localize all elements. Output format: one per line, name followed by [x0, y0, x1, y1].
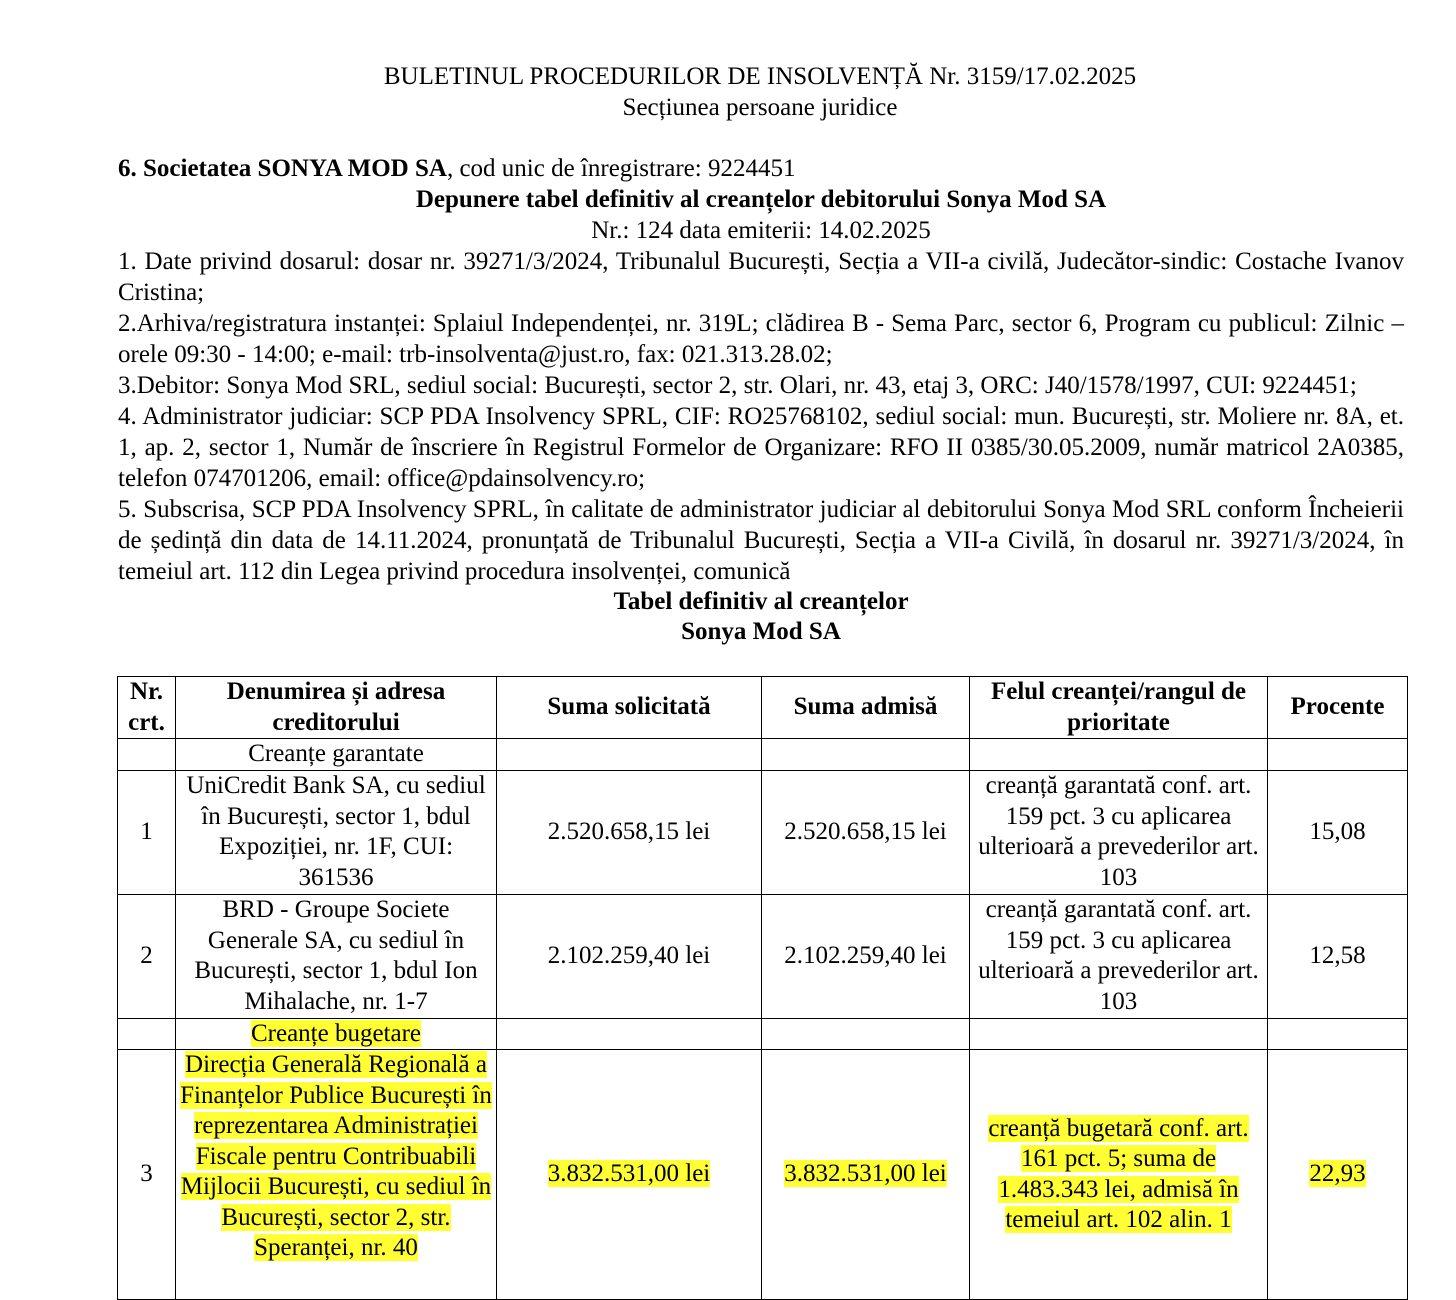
cell-nr: 2	[118, 894, 176, 1018]
cell-procente: 12,58	[1268, 894, 1408, 1018]
notice-number: Nr.: 124 data emiterii: 14.02.2025	[591, 217, 931, 244]
header-procente: Procente	[1268, 677, 1408, 739]
bulletin-subtitle: Secțiunea persoane juridice	[622, 94, 898, 121]
paragraph-1: 1. Date privind dosarul: dosar nr. 39271/3/2024, Tribunalul București, Secția a VII-a civilă, Judecător-sindic: Costache Ivanov Cristina;	[118, 248, 1404, 306]
cell-admisa: 2.520.658,15 lei	[762, 770, 970, 894]
table-subtitle: Sonya Mod SA	[681, 618, 841, 645]
cell-nr: 1	[118, 770, 176, 894]
cell-admisa: 2.102.259,40 lei	[762, 894, 970, 1018]
company-code: , cod unic de înregistrare: 9224451	[446, 155, 796, 182]
cell-procente: 15,08	[1268, 770, 1408, 894]
paragraph-2: 2.Arhiva/registratura instanței: Splaiul Independenței, nr. 319L; clădirea B - Sema Parc, sector 6, Program cu publicul: Zilnic – orele 09:30 - 14:00; e-mail: trb-insolventa@just.ro, fax: 021.313.28.02;	[118, 310, 1404, 368]
header-fel: Felul creanței/rangul de prioritate	[970, 677, 1268, 739]
cell-solicitata: 2.102.259,40 lei	[497, 894, 762, 1018]
cell-solicitata: 2.520.658,15 lei	[497, 770, 762, 894]
header-creditor: Denumirea și adresa creditorului	[176, 677, 497, 739]
header-admisa: Suma admisă	[762, 677, 970, 739]
cell-procente: 22,93	[1309, 1160, 1366, 1188]
cell-admisa: 3.832.531,00 lei	[784, 1160, 947, 1188]
cell-solicitata: 3.832.531,00 lei	[547, 1160, 711, 1188]
cell-nr: 3	[118, 1050, 176, 1300]
paragraph-4: 4. Administrator judiciar: SCP PDA Insolvency SPRL, CIF: RO25768102, sediul social: mun. București, str. Moliere nr. 8A, et. 1, ap. 2, sector 1, Număr de înscriere în Registrul Formelor de Organizare: RFO II 0385/30.05.2009, număr matricol 2A0385, telefon 074701206, email: office@pdainsolvency.ro;	[118, 403, 1404, 492]
cell-creditor: UniCredit Bank SA, cu sediul în București, sector 1, bdul Expoziției, nr. 1F, CUI: 361536	[176, 770, 497, 894]
table-header-row	[118, 677, 1408, 739]
notice-heading	[118, 184, 1404, 215]
cell-fel: creanță garantată conf. art. 159 pct. 3 cu aplicarea ulterioară a prevederilor art. 103	[970, 770, 1268, 894]
header-solicitata: Suma solicitată	[497, 677, 762, 739]
cell-creditor: Direcția Generală Regională a Finanțelor Publice București în reprezentarea Administrației Fiscale pentru Contribuabili Mijlocii București, cu sediul în București, sector 2, str. Speranței, nr. 40	[180, 1051, 492, 1261]
paragraph-5: 5. Subscrisa, SCP PDA Insolvency SPRL, în calitate de administrator judiciar al debitorului Sonya Mod SRL conform Încheierii de ședință din data de 14.11.2024, pronunțată de Tribunalul București, Secția a VII-a Civilă, în dosarul nr. 39271/3/2024, în temeiul art. 112 din Legea privind procedura insolvenței, comunică	[118, 496, 1404, 585]
claims-table	[117, 676, 1408, 1300]
section-row-garantate	[118, 739, 1408, 771]
header-nr: Nr. crt.	[118, 677, 176, 739]
bulletin-title: BULETINUL PROCEDURILOR DE INSOLVENȚĂ Nr. 3159/17.02.2025	[383, 63, 1137, 90]
notice-body	[118, 153, 1404, 647]
table-row	[118, 770, 1408, 894]
notice-heading-text: Depunere tabel definitiv al creanțelor debitorului Sonya Mod SA	[415, 186, 1107, 213]
section-label-bugetare: Creanțe bugetare	[250, 1019, 422, 1047]
table-row	[118, 1050, 1408, 1300]
paragraph-3: 3.Debitor: Sonya Mod SRL, sediul social: București, sector 2, str. Olari, nr. 43, etaj 3, ORC: J40/1578/1997, CUI: 9224451;	[118, 372, 1357, 399]
cell-fel: creanță bugetară conf. art. 161 pct. 5; suma de 1.483.343 lei, admisă în temeiul art. 102 alin. 1	[988, 1114, 1249, 1233]
cell-fel: creanță garantată conf. art. 159 pct. 3 cu aplicarea ulterioară a prevederilor art. 103	[970, 894, 1268, 1018]
cell-creditor: BRD - Groupe Societe Generale SA, cu sediul în București, sector 1, bdul Ion Mihalache, nr. 1-7	[176, 894, 497, 1018]
section-label-garantate: Creanțe garantate	[176, 739, 497, 771]
company-line	[118, 153, 1404, 184]
table-row	[118, 894, 1408, 1018]
company-name: 6. Societatea SONYA MOD SA	[118, 155, 447, 182]
table-title: Tabel definitiv al creanțelor	[613, 588, 909, 615]
section-row-bugetare	[118, 1018, 1408, 1050]
